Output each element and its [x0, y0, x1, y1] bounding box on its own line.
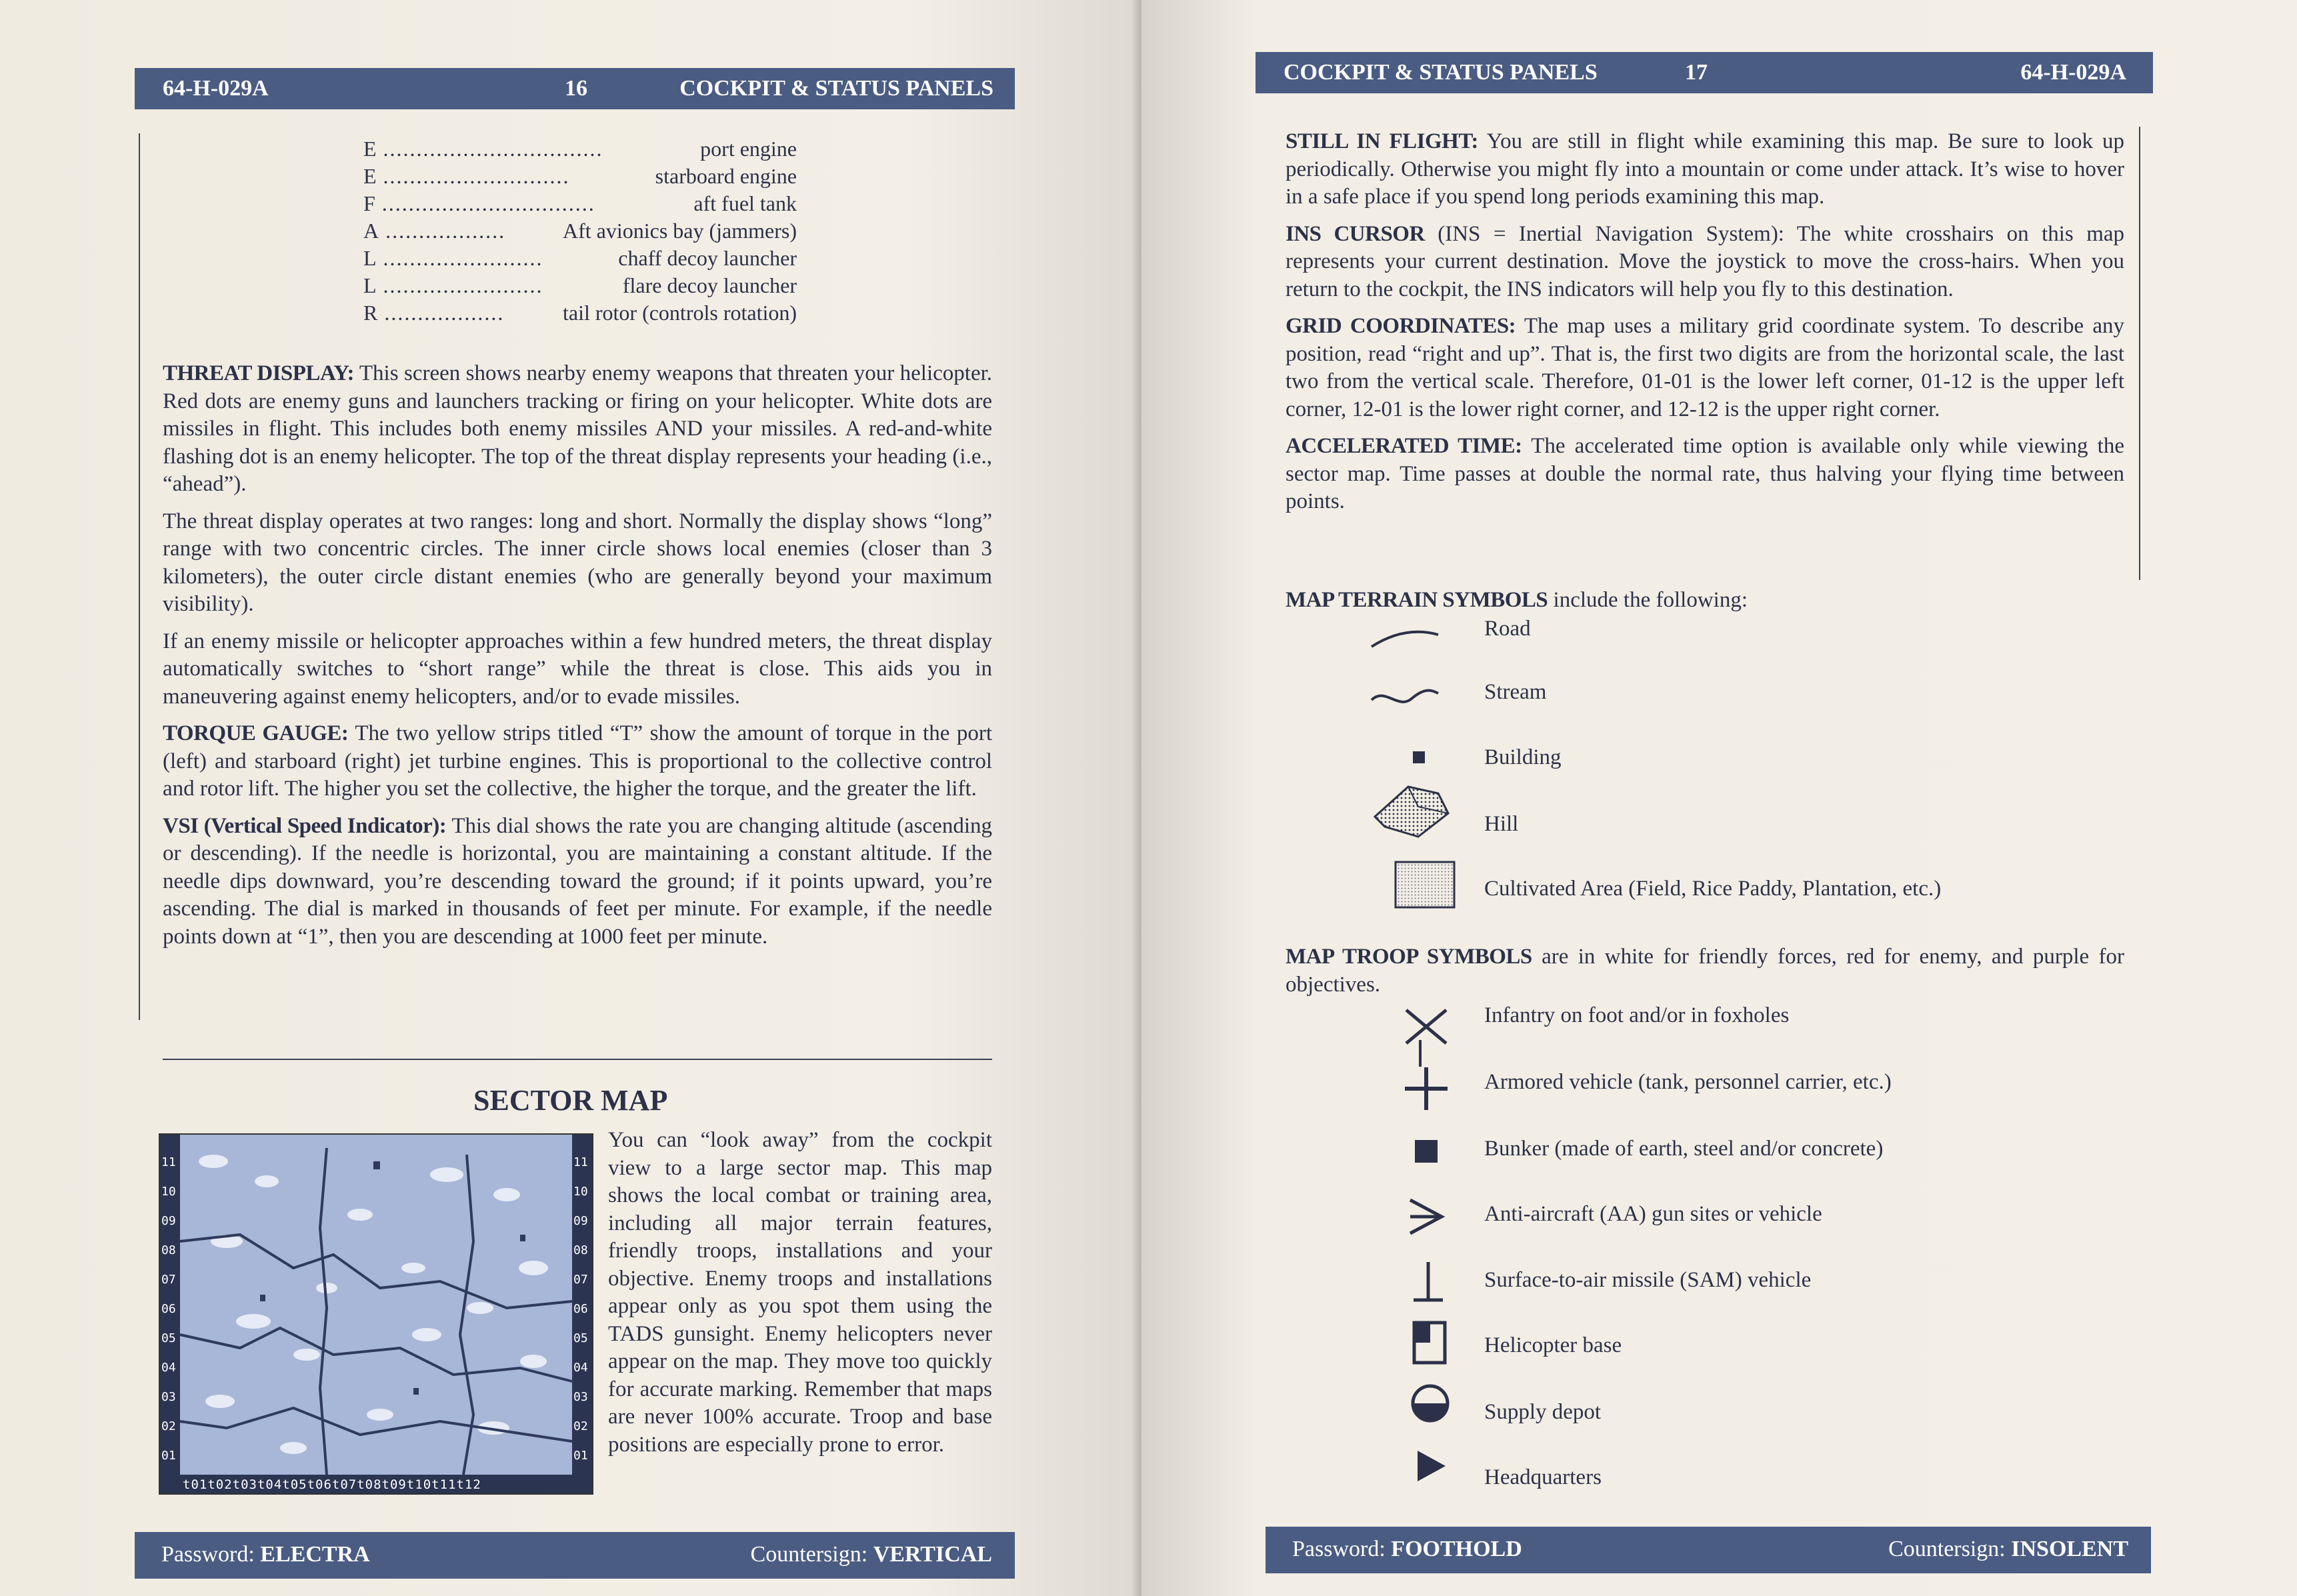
legend-row	[363, 219, 797, 243]
legend-key: L	[363, 273, 377, 297]
left-password-label: Password:	[161, 1542, 255, 1567]
sector-map-text: You can “look away” from the cockpit view to a large sector map. This map shows the local combat or training area, including all major terrain features, friendly troops, installations and your objective. Enemy troops and installations appear only as you spot them using the TADS gunsight. Enemy helicopters never appear on the map. They move too quickly for accurate marking. Remember that maps are never 100% accurate. Troop and base positions are especially prone to error.	[608, 1128, 992, 1457]
map-y-tick: 10	[573, 1185, 588, 1199]
map-y-tick: 08	[161, 1243, 176, 1257]
legend-leader-dots: .................................	[376, 137, 603, 161]
helicopter-base-label: Helicopter base	[1484, 1333, 1622, 1357]
left-password: ELECTRA	[260, 1542, 370, 1567]
legend-leader-dots: ..................	[377, 301, 505, 325]
terrain-intro-text: include the following:	[1553, 588, 1748, 612]
map-y-tick: 02	[573, 1419, 588, 1433]
troop-intro-text: are in white for friendly forces, red for enemy, and purple for objectives.	[1286, 945, 2124, 997]
legend-key: E	[363, 164, 377, 188]
map-y-tick: 10	[161, 1185, 176, 1199]
map-y-tick: 09	[161, 1214, 176, 1228]
right-header-code: 64-H-029A	[2020, 60, 2126, 85]
paragraph-text: If an enemy missile or helicopter approaches within a few hundred meters, the threat display automatically switches to “short range” while the threat is close. This aids you in maneuvering against enemy helicopters, and/or to evade missiles.	[163, 629, 992, 709]
right-header-bar	[1256, 52, 2153, 93]
paragraph	[1286, 313, 2124, 423]
legend-row	[363, 137, 797, 161]
legend-key: R	[363, 301, 378, 325]
left-footer-bar	[135, 1532, 1015, 1579]
infantry-label: Infantry on foot and/or in foxholes	[1484, 1003, 1790, 1027]
legend-text: starboard engine	[655, 164, 797, 188]
left-header-page-number: 16	[565, 76, 587, 101]
terrain-symbols-intro	[1286, 587, 2124, 615]
legend-row	[363, 301, 797, 325]
sam-label: Surface-to-air missile (SAM) vehicle	[1484, 1268, 1812, 1292]
left-body-text	[163, 360, 992, 960]
paragraph-text: The accelerated time option is available only while viewing the sector map. Time passes at double the normal rate, thus halving your flying time between points.	[1286, 434, 2124, 513]
road-label: Road	[1484, 617, 1531, 641]
map-y-tick: 03	[573, 1390, 588, 1404]
right-footer-bar	[1266, 1527, 2151, 1573]
legend-text: flare decoy launcher	[622, 273, 797, 297]
stream-icon	[1368, 680, 1442, 713]
paragraph	[1286, 221, 2124, 304]
paragraph-text: The map uses a military grid coordinate system. To describe any position, read “right and up”. That is, the first two digits are from the horizontal scale, the last two from the vertical scale. Therefore, 01-01 is the lower left corner, 01-12 is the upper left corner, 12-01 is the lower right corner, and 12-12 is the upper right corner.	[1286, 314, 2125, 421]
section-divider	[163, 1059, 992, 1060]
building-icon	[1412, 750, 1428, 766]
cultivated-area-label: Cultivated Area (Field, Rice Paddy, Plantation, etc.)	[1484, 877, 1942, 901]
map-y-tick: 09	[573, 1214, 588, 1228]
armored-vehicle-label: Armored vehicle (tank, personnel carrier, etc.)	[1484, 1070, 1892, 1094]
right-password-label: Password:	[1292, 1537, 1386, 1561]
map-y-tick: 07	[573, 1273, 588, 1287]
right-countersign-label: Countersign:	[1888, 1537, 2006, 1561]
left-countersign-label: Countersign:	[750, 1542, 868, 1567]
paragraph-text: You are still in flight while examining this map. Be sure to look up periodically. Otherwise you might fly into a mountain or come under attack. It’s wise to hover in a safe place if you spend long periods examining this map.	[1286, 129, 2124, 209]
legend-row	[363, 191, 797, 216]
right-header-page-number: 17	[1685, 60, 1708, 85]
supply-depot-label: Supply depot	[1484, 1400, 1602, 1424]
sector-map-image	[159, 1133, 593, 1495]
bunker-icon	[1414, 1139, 1440, 1165]
legend-key: E	[363, 137, 377, 161]
right-countersign: INSOLENT	[2011, 1537, 2128, 1561]
left-header-title: COCKPIT & STATUS PANELS	[679, 76, 993, 101]
left-page	[0, 0, 1137, 1596]
anti-aircraft-label: Anti-aircraft (AA) gun sites or vehicle	[1484, 1202, 1822, 1226]
legend-row	[363, 273, 797, 298]
right-page	[1141, 0, 2297, 1596]
paragraph	[163, 813, 992, 951]
map-y-tick: 05	[161, 1331, 176, 1345]
right-password: FOOTHOLD	[1391, 1537, 1522, 1561]
legend-text: port engine	[700, 137, 797, 161]
paragraph-lead: VSI (Vertical Speed Indicator):	[163, 813, 447, 838]
map-y-tick: 08	[573, 1243, 588, 1257]
map-y-tick: 11	[161, 1155, 176, 1169]
paragraph-lead: INS CURSOR	[1286, 221, 1425, 246]
legend-text: tail rotor (controls rotation)	[562, 301, 797, 325]
cultivated-area-icon	[1394, 860, 1458, 911]
paragraph	[1286, 433, 2124, 516]
sector-map-title: SECTOR MAP	[473, 1084, 668, 1117]
paragraph	[163, 628, 992, 711]
road-icon	[1368, 620, 1442, 653]
paragraph-lead: TORQUE GAUGE:	[163, 721, 349, 745]
paragraph-lead: GRID COORDINATES:	[1286, 314, 1516, 338]
map-y-tick: 02	[161, 1419, 176, 1433]
armored-vehicle-icon	[1403, 1065, 1450, 1112]
paragraph-text: This dial shows the rate you are changing altitude (ascending or descending). If the needle is horizontal, you are maintaining a constant altitude. If the needle dips downward, you’re descending toward the ground; if it points upward, you’re ascending. The dial is marked in thousands of feet per minute. For example, if the needle points down at “1”, then you are descending at 1000 feet per minute.	[163, 813, 992, 949]
legend-leader-dots: ..................	[379, 219, 506, 243]
left-header-bar	[135, 68, 1015, 109]
left-countersign: VERTICAL	[873, 1542, 992, 1567]
headquarters-label: Headquarters	[1484, 1465, 1602, 1489]
right-header-title: COCKPIT & STATUS PANELS	[1284, 60, 1598, 85]
helicopter-base-icon	[1412, 1320, 1449, 1367]
terrain-intro-lead: MAP TERRAIN SYMBOLS	[1286, 588, 1548, 612]
paragraph-text: The two yellow strips titled “T” show the amount of torque in the port (left) and starboard (right) jet turbine engines. This is proportional to the collective control and rotor lift. The higher you set the collective, the higher the torque, and the greater the lift.	[163, 721, 993, 801]
paragraph	[163, 720, 992, 803]
building-label: Building	[1484, 745, 1562, 769]
paragraph-lead: THREAT DISPLAY:	[163, 361, 355, 385]
map-y-tick: 03	[161, 1390, 176, 1404]
legend-key: A	[363, 219, 379, 243]
legend-text: chaff decoy launcher	[618, 246, 797, 270]
legend-row	[363, 246, 797, 271]
paragraph	[163, 508, 992, 619]
hill-icon	[1372, 780, 1452, 840]
map-x-scale: t01t02t03t04t05t06t07t08t09t10t11t12	[183, 1477, 481, 1492]
legend-leader-dots: ............................	[376, 164, 570, 188]
map-y-tick: 04	[161, 1361, 176, 1375]
bunker-label: Bunker (made of earth, steel and/or concrete)	[1484, 1137, 1884, 1161]
paragraph	[1286, 128, 2124, 211]
map-y-tick: 07	[161, 1273, 176, 1287]
paragraph-lead: STILL IN FLIGHT:	[1286, 129, 1478, 153]
troop-intro-lead: MAP TROOP SYMBOLS	[1286, 945, 1532, 969]
legend-text: Aft avionics bay (jammers)	[563, 219, 797, 243]
paragraph-lead: ACCELERATED TIME:	[1286, 434, 1522, 458]
left-header-code: 64-H-029A	[163, 76, 269, 101]
headquarters-icon	[1415, 1448, 1448, 1485]
left-column-rule	[139, 133, 140, 1020]
right-column-rule	[2139, 127, 2140, 580]
stream-label: Stream	[1484, 680, 1547, 704]
legend-leader-dots: ........................	[376, 273, 543, 297]
troop-symbols-intro	[1286, 943, 2124, 999]
infantry-icon	[1403, 1007, 1450, 1047]
paragraph-text: (INS = Inertial Navigation System): The white crosshairs on this map represents your current destination. Move the joystick to move the cross-hairs. When you return to the cockpit, the INS indicators will help you fly to this destination.	[1286, 221, 2125, 301]
legend-text: aft fuel tank	[693, 191, 797, 215]
map-y-tick: 11	[573, 1155, 588, 1169]
anti-aircraft-icon	[1407, 1193, 1447, 1240]
sam-icon	[1408, 1259, 1448, 1305]
legend-key: L	[363, 246, 377, 270]
troop-symbols-rule	[1419, 1040, 1422, 1067]
supply-depot-icon	[1410, 1377, 1451, 1430]
map-y-tick: 04	[573, 1361, 588, 1375]
map-y-scale-left	[161, 1148, 179, 1471]
paragraph-text: This screen shows nearby enemy weapons that threaten your helicopter. Red dots are enemy guns and launchers tracking or firing on your helicopter. White dots are missiles in flight. This includes both enemy missiles AND your missiles. A red-and-white flashing dot is an enemy helicopter. The top of the threat display represents your heading (i.e., “ahead”).	[163, 361, 993, 496]
legend-key: F	[363, 191, 375, 215]
legend-leader-dots: ........................	[376, 246, 543, 270]
hill-label: Hill	[1484, 812, 1519, 836]
legend-leader-dots: ................................	[375, 191, 595, 215]
map-y-scale-right	[573, 1148, 591, 1471]
map-y-tick: 01	[573, 1449, 588, 1463]
paragraph-text: The threat display operates at two ranges: long and short. Normally the display shows “long” range with two concentric circles. The inner circle shows local enemies (closer than 3 kilometers), the outer circle distant enemies (who are generally beyond your maximum visibility).	[163, 509, 992, 616]
map-y-tick: 06	[573, 1302, 588, 1316]
paragraph	[163, 360, 992, 499]
sector-map-graphic	[160, 1135, 592, 1493]
legend-row	[363, 164, 797, 189]
map-y-tick: 06	[161, 1302, 176, 1316]
map-y-tick: 01	[161, 1449, 176, 1463]
map-y-tick: 05	[573, 1331, 588, 1345]
right-body-text	[1286, 128, 2124, 525]
